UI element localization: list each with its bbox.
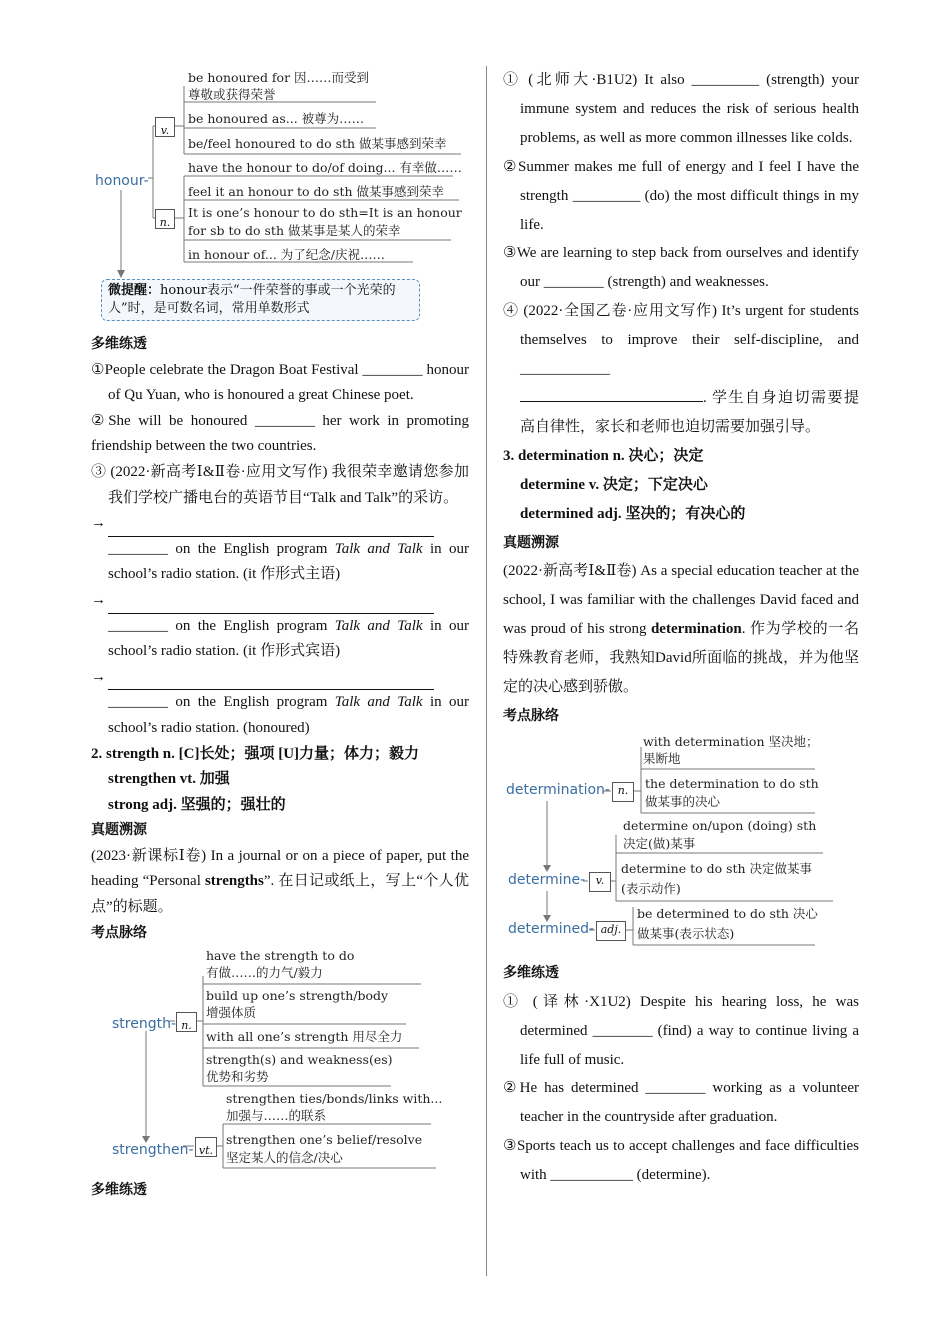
answer-blank[interactable]: ________ [592,1022,653,1039]
word-heading: determined adj. 坚决的；有决心的 [520,505,746,522]
rewrite-sentence [91,614,469,665]
rewrite-hint: (honoured) [243,719,310,736]
strengthen-vt-item: strengthen ties/bonds/links with... [226,1091,443,1107]
answer-line[interactable] [108,598,434,614]
exercise-text: (译林·X1U2) Despite his hearing loss, he was determined [520,993,859,1039]
rewrite-hint: (it 作形式主语) [243,566,341,583]
exercise-text: (strength) and weaknesses. [603,274,769,291]
arrow: → [91,591,106,608]
answer-blank[interactable]: ________ [108,694,168,711]
exercise-text: (find) a way to continue living a life full of music. [520,1022,859,1068]
det-map-item: determine on/upon (doing) sth [623,817,817,833]
strengthen-vt-item: 加强与……的联系 [226,1108,327,1124]
arrow: → [91,515,106,532]
exercise-item [91,358,469,409]
exercise-continuation [503,384,859,442]
exercise-text: He has determined [519,1080,646,1097]
exercise-text: (2022·全国乙卷·应用文写作) It’s urgent for students themselves to improve their self-discipline, and [518,303,859,349]
honour-v-item: 尊敬或获得荣誉 [188,87,276,102]
honour-mind-map [91,66,469,328]
answer-blank[interactable]: ____________ [520,361,610,378]
practice-title: 多维练透 [503,964,559,981]
answer-blank[interactable]: ________ [543,274,604,291]
exercise-item [503,66,859,153]
rewrite-sentence [91,537,469,588]
honour-v-box: v. [155,117,175,137]
rewrite-sentence [91,690,469,741]
source-text-part: ”. 在日记或纸上，写上“个人优点”的标题。 [91,873,469,916]
answer-blank[interactable]: ________ [254,412,315,429]
rewrite-line [91,665,469,691]
exercise-text: Summer makes me full of energy and I feel I have the strength [518,158,859,204]
strengthen-vt-box: vt. [195,1137,217,1157]
strength-n-item: 优势和劣势 [206,1069,269,1085]
answer-line[interactable] [108,521,434,537]
map-title: 考点脉络 [503,707,559,724]
program-name: Talk and Talk [334,540,423,557]
exercise-number: ② [503,1080,520,1097]
rewrite-text: in our school’s radio station. [108,540,469,583]
strength-n-item: 增强体质 [206,1005,257,1021]
exercise-item [503,1074,859,1132]
word-heading: strong adj. 坚强的；强壮的 [108,796,286,813]
exercise-text: (北师大·B1U2) It also [521,72,692,88]
right-column [503,66,859,1190]
answer-blank[interactable]: _________ [572,187,641,204]
honour-n-item: in honour of... 为了纪念/庆祝…… [188,247,385,262]
rewrite-line [91,588,469,614]
rewrite-text: on the English program [168,694,335,711]
exercise-text: honour of Qu Yuan, who is honoured a great Chinese poet. [108,361,469,404]
source-text-part: . 作为学校的一名特殊教育老师，我熟知David所面临的挑战，并为他坚定的决心感到骄傲。 [503,621,859,696]
exercise-number: ② [91,412,109,429]
source-keyword: strengths [204,873,264,890]
rewrite-hint: (it 作形式宾语) [243,643,341,660]
source-title: 真题溯源 [91,822,147,839]
left-column [91,66,469,1204]
strength-mind-map [91,946,469,1174]
exercise-number: ① [503,72,522,88]
answer-blank[interactable]: ________ [645,1080,706,1097]
source-text [503,557,859,702]
exercise-text: (determine). [632,1167,711,1184]
det-map-item: with determination 坚决地； [643,733,819,749]
determine-v-box: v. [589,872,611,892]
det-map-item: 果断地 [643,750,681,766]
det-map-item: 做某事(表示状态) [637,925,735,941]
exercise-number: ① [91,361,105,378]
exercise-item [91,409,469,460]
honour-n-item: for sb to do sth 做某事是某人的荣幸 [188,223,401,238]
honour-n-item: feel it an honour to do sth 做某事感到荣幸 [188,184,445,199]
det-map-item: (表示动作) [621,880,681,896]
exercise-text: We are learning to step back from ourselves and identify our [516,245,859,291]
answer-blank[interactable]: ________ [108,617,168,634]
exercise-item [503,1132,859,1190]
word-heading: 3. determination n. 决心；决定 [503,447,704,464]
practice-title: 多维练透 [91,336,147,352]
program-name: Talk and Talk [334,694,423,711]
exercise-text: working as a volunteer teacher in the countryside after graduation. [520,1080,859,1126]
honour-tip-box [101,279,420,321]
tip-text: honour表示“一件荣誉的事或一个光荣的人”时，是可数名词，常用单数形式 [108,283,396,316]
strengthen-vt-item: 坚定某人的信念/决心 [226,1150,343,1166]
strength-n-box: n. [176,1012,197,1032]
tip-label: 微提醒： [108,283,161,298]
determination-root: determination- [506,781,610,798]
exercise-text: (2022·新高考Ⅰ&Ⅱ卷·应用文写作) 我很荣幸邀请您参加我们学校广播电台的英语节目“Talk and Talk”的采访。 [106,463,469,506]
honour-n-item: It is one’s honour to do sth=It is an honour [188,205,462,220]
honour-n-box: n. [155,209,175,229]
strengthen-root: strengthen- [112,1142,194,1159]
rewrite-text: in our school’s radio station. [108,694,469,736]
column-divider [486,66,487,1276]
practice-title: 多维练透 [91,1182,147,1199]
rewrite-text: on the English program [168,617,335,634]
source-keyword: determination [650,621,742,638]
exercise-text: her work in promoting friendship between the two countries. [91,412,469,455]
honour-v-item: be honoured for 因……而受到 [188,70,370,85]
honour-root: honour- [95,173,149,189]
exercise-number: ① [503,993,524,1010]
exercise-text: . 学生自身迫切需要提高自律性，家长和老师也迫切需要加强引导。 [520,389,859,435]
det-map-item: be determined to do sth 决心 [637,905,818,921]
exercise-number: ② [503,158,519,175]
exercise-number: ③ [91,463,107,480]
exercise-item [503,297,859,384]
honour-n-item: have the honour to do/of doing... 有幸做…… [188,160,462,175]
strengthen-vt-item: strengthen one’s belief/resolve [226,1132,423,1148]
answer-blank[interactable]: ___________ [550,1167,633,1184]
strength-n-item: with all one’s strength 用尽全力 [206,1029,403,1045]
exercise-item [503,988,859,1075]
source-title: 真题溯源 [503,534,559,551]
determination-n-box: n. [612,782,634,802]
determined-adj-box: adj. [596,921,626,941]
answer-blank[interactable]: ________ [362,361,423,378]
rewrite-text: in our school’s radio station. [108,617,469,660]
exercise-number: ④ [503,303,519,320]
exercise-text: (do) the most difficult things in my life. [520,187,859,233]
exercise-item [91,460,469,511]
det-map-item: 做某事的决心 [645,793,721,809]
word-heading: determine v. 决定；下定决心 [520,476,708,493]
exercise-text: Sports teach us to accept challenges and face difficulties with [516,1138,859,1184]
determined-root: determined- [508,920,595,937]
exercise-item [503,239,859,297]
source-text-part: (2022·新高考Ⅰ&Ⅱ卷) As a special education teacher at the school, I was familiar with the challenges David faced and was proud of his strong [503,563,859,638]
answer-line[interactable] [108,674,434,690]
strength-root: strength- [112,1016,177,1033]
word-heading: 2. strength n. [C]长处；强项 [U]力量；体力；毅力 [91,745,420,762]
strength-n-item: 有做……的力气/毅力 [206,965,323,981]
strength-n-item: have the strength to do [206,948,355,964]
exercise-number: ③ [503,1138,517,1155]
word-heading: strengthen vt. 加强 [108,771,230,788]
rewrite-line [91,511,469,537]
det-map-item: 决定(做)某事 [623,835,696,851]
map-title: 考点脉络 [91,924,147,941]
answer-line[interactable] [520,387,703,402]
determine-root: determine- [508,871,586,888]
answer-blank[interactable]: _________ [691,72,760,88]
exercise-text: (strength) your immune system and reduces the risk of serious health problems, as well as more common illnesses like colds. [520,72,859,146]
det-map-item: determine to do sth 决定做某事 [621,860,813,876]
det-map-item: the determination to do sth [645,775,819,791]
answer-blank[interactable]: ________ [108,540,168,557]
exercise-number: ③ [503,245,517,262]
program-name: Talk and Talk [334,617,423,634]
exercise-item [503,153,859,240]
source-text-part: (2023·新课标Ⅰ卷) In a journal or on a piece of paper, put the heading “Personal [91,847,469,890]
exercise-text: She will be honoured [108,412,255,429]
rewrite-text: on the English program [168,540,335,557]
determination-mind-map [503,731,859,953]
source-text [91,844,469,921]
strength-n-item: build up one’s strength/body [206,988,389,1004]
honour-v-item: be honoured as... 被尊为…… [188,111,365,126]
exercise-text: People celebrate the Dragon Boat Festival [104,361,363,378]
strength-n-item: strength(s) and weakness(es) [206,1052,393,1068]
honour-v-item: be/feel honoured to do sth 做某事感到荣幸 [188,136,447,151]
arrow: → [91,668,106,685]
